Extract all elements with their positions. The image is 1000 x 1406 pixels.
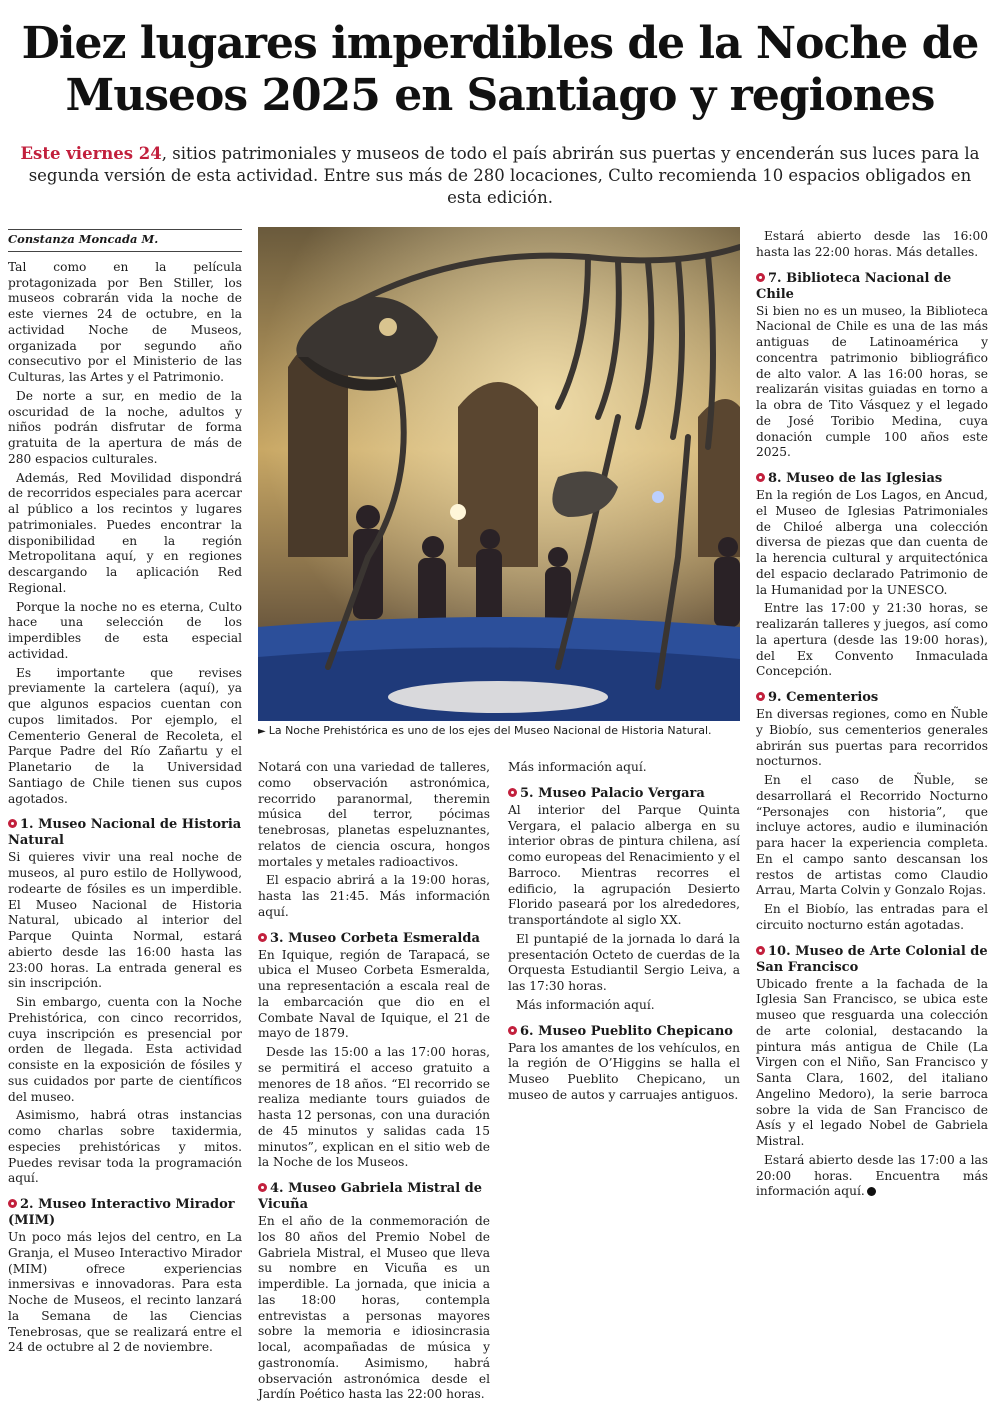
- bullet-icon: [756, 946, 765, 955]
- section-title-6: 6. Museo Pueblito Chepicano: [508, 1024, 740, 1040]
- section-paragraph: En el Biobío, las entradas para el circuito nocturno están agotadas.: [756, 902, 988, 932]
- intro-paragraph: Es importante que revises previamente la cartelera (aquí), ya que algunos espacios cuentan con cupos limitados. Por ejemplo, el Cementerio General de Recoleta, el Parque Padre del Río Zañartu y el Planetario de la Universidad Santiago de Chile tienen sus cupos agotados.: [8, 665, 242, 806]
- deck-lead: Este viernes 24: [20, 144, 162, 163]
- section-paragraph: En la región de Los Lagos, en Ancud, el Museo de Iglesias Patrimoniales de Chiloé alberga una colección diversa de piezas que dan cuenta de la herencia cultural y arquitectónica del espacio declarado Patrimonio de la Humanidad por la UNESCO.: [756, 488, 988, 597]
- end-mark-icon: [867, 1187, 876, 1196]
- bullet-icon: [508, 788, 517, 797]
- caption-marker-icon: ►: [258, 726, 266, 737]
- section-title-7: 7. Biblioteca Nacional de Chile: [756, 270, 952, 302]
- column-2: [258, 760, 490, 1406]
- bullet-icon: [8, 1199, 17, 1208]
- section-paragraph: Al interior del Parque Quinta Vergara, el palacio alberga en su interior obras de pintura chilena, así como europeas del Renacimiento y el Barroco. Mientras recorres el edificio, la agrupación Desierto Florido paseará por los alrededores, transportándote al siglo XX.: [508, 802, 740, 927]
- section-paragraph: El espacio abrirá a la 19:00 horas, hasta las 21:45. Más información aquí.: [258, 873, 490, 919]
- section-paragraph: En el caso de Ñuble, se desarrollará el Recorrido Nocturno “Personajes con historia”, que incluye actores, audio e iluminación para hacer la experiencia completa. En el campo santo descansan los restos de artistas como Claudio Arrau, Marta Colvin y Gonzalo Rojas.: [756, 773, 988, 898]
- section-paragraph: Más información aquí.: [508, 760, 647, 774]
- section-paragraph: El puntapié de la jornada lo dará la presentación Octeto de cuerdas de la Orquesta Estudiantil Sergio Leiva, a las 17:30 horas.: [508, 931, 740, 993]
- section-paragraph: Sin embargo, cuenta con la Noche Prehistórica, con cinco recorridos, cuya inscripción es presencial por orden de llegada. Esta actividad consiste en la exposición de fósiles y sus cuidados por parte de científicos del museo.: [8, 995, 242, 1104]
- bullet-icon: [258, 933, 267, 942]
- photo-caption-text: La Noche Prehistórica es uno de los ejes del Museo Nacional de Historia Natural.: [268, 724, 712, 737]
- section-paragraph: En diversas regiones, como en Ñuble y Biobío, sus cementerios generales abrirán sus puertas para recorridos nocturnos.: [756, 707, 988, 769]
- section-paragraph: Estará abierto desde las 17:00 a las 20:00 horas. Encuentra más información aquí.: [756, 1152, 988, 1199]
- section-paragraph: Entre las 17:00 y 21:30 horas, se realizarán talleres y juegos, así como la apertura (desde las 19:00 horas), del Ex Convento Inmaculada Concepción.: [756, 601, 988, 679]
- photo-caption: [258, 724, 740, 739]
- intro-paragraph: Tal como en la película protagonizada por Ben Stiller, los museos cobrarán vida la noche de este viernes 24 de octubre, en la actividad Noche de Museos, organizada por segundo año consecutivo por el Ministerio de las Culturas, las Artes y el Patrimonio.: [8, 259, 242, 384]
- section-paragraph: Para los amantes de los vehículos, en la región de O’Higgins se halla el Museo Pueblito Chepicano, un museo de autos y carruajes antiguos.: [508, 1040, 740, 1102]
- deck: [20, 143, 980, 209]
- section-title-2: 2. Museo Interactivo Mirador (MIM): [8, 1197, 235, 1228]
- dinosaur-skeleton-image: [258, 227, 740, 721]
- section-title-1: 1. Museo Nacional de Historia Natural: [8, 817, 242, 849]
- column-1: [8, 229, 242, 1359]
- bullet-icon: [258, 1183, 267, 1192]
- section-paragraph: Más información aquí.: [516, 997, 655, 1012]
- section-paragraph: Si bien no es un museo, la Biblioteca Nacional de Chile es una de las más antiguas de Latinoamérica y concentra patrimonio bibliográfico de alto valor. A las 16:00 horas, se realizarán visitas guiadas en torno a la obra de Tito Vásquez y el legado de José Toribio Medina, cuya donación cumple 100 años este 2025.: [756, 303, 988, 460]
- section-title-5: 5. Museo Palacio Vergara: [508, 786, 740, 802]
- section-paragraph: Si quieres vivir una real noche de museos, al puro estilo de Hollywood, rodearte de fósiles es un imperdible. El Museo Nacional de Historia Natural, ubicado al interior del Parque Quinta Normal, estará abierto desde las 16:00 hasta las 23:00 horas. La entrada general es sin inscripción.: [8, 850, 242, 991]
- section-title-8: 8. Museo de las Iglesias: [756, 471, 988, 487]
- section-paragraph: Estará abierto desde las 16:00 hasta las 22:00 horas. Más detalles.: [756, 229, 988, 259]
- column-4: [756, 229, 988, 1203]
- intro-paragraph: De norte a sur, en medio de la oscuridad de la noche, adultos y niños podrán disfrutar de forma gratuita de la apertura de más de 280 espacios culturales.: [8, 388, 242, 466]
- section-title-10: 10. Museo de Arte Colonial de San Francisco: [756, 943, 988, 975]
- section-paragraph: En el año de la conmemoración de los 80 años del Premio Nobel de Gabriela Mistral, el Museo que lleva su nombre en Vicuña es un imperdible. La jornada, que inicia a las 18:00 horas, contempla entrevistas a personas mayores sobre la memoria e idiosincrasia local, acompañadas de música y gastronomía. Asimismo, habrá observación astronómica desde el Jardín Poético hasta las 22:00 horas.: [258, 1214, 490, 1402]
- intro-paragraph: Además, Red Movilidad dispondrá de recorridos especiales para acercar al público a los recintos y lugares patrimoniales. Puedes encontrar la disponibilidad en la región Metropolitana aquí, y en regiones descargando la aplicación Red Regional.: [8, 470, 242, 595]
- intro-paragraph: Porque la noche no es eterna, Culto hace una selección de los imperdibles de esta especial actividad.: [8, 599, 242, 661]
- section-paragraph: Notará con una variedad de talleres, como observación astronómica, recorrido paranormal, theremin música del terror, pócimas tenebrosas, planetas espeluznantes, relatos de ciencia oscura, hongos mortales y metales radioactivos.: [258, 760, 490, 869]
- section-title-9: 9. Cementerios: [756, 690, 988, 706]
- bullet-icon: [756, 692, 765, 701]
- bullet-icon: [508, 1026, 517, 1035]
- section-title-3: 3. Museo Corbeta Esmeralda: [258, 931, 490, 947]
- byline: Constanza Moncada M.: [8, 229, 242, 252]
- bullet-icon: [756, 473, 765, 482]
- section-title-4: 4. Museo Gabriela Mistral de Vicuña: [258, 1181, 483, 1212]
- section-paragraph: Ubicado frente a la fachada de la Iglesia San Francisco, se ubica este museo que resguarda una colección de arte colonial, destacando la pintura más antigua de Chile (La Virgen con el Niño, San Francisco y Santa Clara, 1602, del italiano Angelino Medoro), la serie barroca sobre la vida de San Francisco de Asís y el legado Nobel de Gabriela Mistral.: [756, 976, 988, 1148]
- headline: Diez lugares imperdibles de la Noche de Museos 2025 en Santiago y regiones: [21, 18, 979, 121]
- section-paragraph: Asimismo, habrá otras instancias como charlas sobre taxidermia, especies prehistóricas y mitos. Puedes revisar toda la programación aquí.: [8, 1108, 242, 1186]
- section-paragraph: En Iquique, región de Tarapacá, se ubica el Museo Corbeta Esmeralda, una representación a escala real de la embarcación que dio en el Combate Naval de Iquique, el 21 de mayo de 1879.: [258, 947, 490, 1041]
- section-paragraph: Un poco más lejos del centro, en La Granja, el Museo Interactivo Mirador (MIM) ofrece experiencias inmersivas e innovadoras. Para esta Noche de Museos, el recinto lanzará la Semana de las Ciencias Tenebrosas, que se realizará entre el 24 de octubre al 2 de noviembre.: [8, 1230, 242, 1355]
- bullet-icon: [8, 819, 17, 828]
- column-3: [508, 760, 740, 1107]
- bullet-icon: [756, 273, 765, 282]
- dinosaur-photo: [258, 227, 740, 721]
- deck-text: , sitios patrimoniales y museos de todo el país abrirán sus puertas y encenderán sus luces para la segunda versión de esta actividad. Entre sus más de 280 locaciones, Culto recomienda 10 espacios obligados en esta edición.: [28, 144, 980, 207]
- section-paragraph: Desde las 15:00 a las 17:00 horas, se permitirá el acceso gratuito a menores de 18 años. “El recorrido se realiza mediante tours guiados de hasta 12 personas, con una duración de 45 minutos y salidas cada 15 minutos”, explican en el sitio web de la Noche de los Museos.: [258, 1045, 490, 1170]
